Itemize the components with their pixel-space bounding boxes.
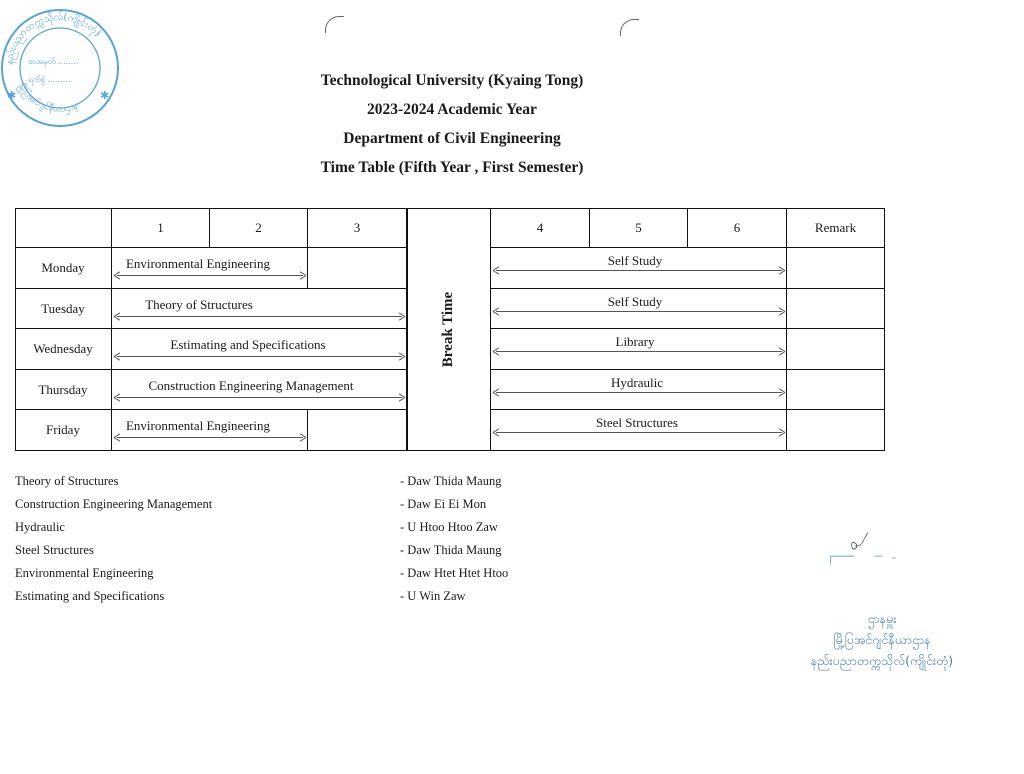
span-arrow (493, 428, 785, 438)
period-3-slot (308, 248, 407, 289)
svg-text:✱: ✱ (100, 90, 110, 102)
teacher-name: - U Htoo Htoo Zaw (400, 520, 498, 534)
svg-text:ရက်စွဲ ..........: ရက်စွဲ .......... (28, 75, 73, 84)
document-header (0, 66, 904, 182)
teacher-name: - Daw Ei Ei Mon (400, 497, 487, 511)
teacher-subject: Construction Engineering Management (15, 497, 213, 511)
head-department: မြို့ပြအင်ဂျင်နီယာဌာန (833, 632, 931, 647)
teacher-row (15, 562, 615, 585)
subject-label: Estimating and Specifications (170, 337, 326, 352)
activity-label: Library (615, 334, 655, 349)
break-time-label: Break Time (440, 291, 457, 368)
remark-cell (787, 248, 885, 289)
teacher-row (15, 585, 615, 608)
activity-label: Self Study (607, 253, 663, 268)
teacher-name: - Daw Htet Htet Htoo (400, 566, 509, 580)
span-arrow (493, 307, 785, 317)
teacher-row (15, 470, 615, 493)
subject-label: Theory of Structures (145, 297, 253, 312)
teacher-name: - Daw Thida Maung (400, 543, 502, 557)
page-corner-mark (325, 16, 344, 33)
period-header-6: 6 (688, 208, 787, 248)
svg-text:မြို့ပြအင်ဂျင်နီယာဌာန: မြို့ပြအင်ဂျင်နီယာဌာန (15, 82, 80, 115)
span-arrow (114, 433, 306, 443)
corner-header-cell (15, 208, 112, 248)
teacher-subject: Steel Structures (15, 543, 94, 557)
head-title: ဌာနမှူး (867, 611, 897, 626)
period-header-4: 4 (491, 208, 590, 248)
timetable (15, 208, 885, 451)
head-university: နည်းပညာတက္ကသိုလ်(ကျိုင်းတုံ) (810, 653, 954, 668)
department-title: Department of Civil Engineering (343, 130, 561, 147)
subject-label: Construction Engineering Management (148, 378, 354, 393)
remark-header: Remark (787, 208, 885, 248)
period-header-5: 5 (590, 208, 688, 248)
period-header-2: 2 (210, 208, 308, 248)
span-arrow (114, 352, 405, 362)
activity-label: Self Study (607, 294, 663, 309)
span-arrow (493, 388, 785, 398)
span-arrow (114, 393, 405, 403)
remark-cell (787, 329, 885, 370)
day-label: Tuesday (15, 289, 112, 329)
remark-cell (787, 370, 885, 410)
day-label: Friday (15, 410, 112, 451)
activity-label: Steel Structures (596, 415, 678, 430)
span-arrow (493, 266, 785, 276)
period-3-slot (308, 410, 407, 451)
subject-label: Environmental Engineering (125, 256, 271, 271)
teacher-subject: Theory of Structures (15, 474, 119, 488)
page-corner-mark (620, 19, 639, 36)
remark-cell (787, 410, 885, 451)
timetable-title: Time Table (Fifth Year , First Semester) (320, 159, 584, 176)
span-arrow (114, 312, 405, 322)
teacher-subject: Estimating and Specifications (15, 589, 165, 603)
svg-text:✱: ✱ (7, 90, 17, 102)
head-signature (774, 526, 974, 606)
teacher-row (15, 493, 615, 516)
span-arrow (114, 271, 306, 281)
day-label: Thursday (15, 370, 112, 410)
subject-label: Environmental Engineering (125, 418, 271, 433)
day-label: Wednesday (15, 329, 112, 370)
teacher-row (15, 516, 615, 539)
teacher-subject: Environmental Engineering (15, 566, 154, 580)
span-arrow (493, 347, 785, 357)
day-label: Monday (15, 248, 112, 289)
svg-text:နည်းပညာတက္ကသိုလ်(ကျိုင်းတုံ): နည်းပညာတက္ကသိုလ်(ကျိုင်းတုံ) (4, 11, 103, 66)
head-designation (782, 608, 982, 671)
teacher-row (15, 539, 615, 562)
university-title: Technological University (Kyaing Tong) (320, 72, 584, 89)
teacher-subject: Hydraulic (15, 520, 65, 534)
period-header-3: 3 (308, 208, 407, 248)
academic-year: 2023-2024 Academic Year (367, 101, 537, 118)
teacher-name: - U Win Zaw (400, 589, 466, 603)
teacher-name: - Daw Thida Maung (400, 474, 502, 488)
remark-cell (787, 289, 885, 329)
svg-text:စာအမှတ် ........: စာအမှတ် ........ (28, 57, 79, 66)
break-time-column (407, 208, 491, 451)
period-header-1: 1 (112, 208, 210, 248)
teacher-list (15, 470, 615, 608)
activity-label: Hydraulic (611, 375, 663, 390)
